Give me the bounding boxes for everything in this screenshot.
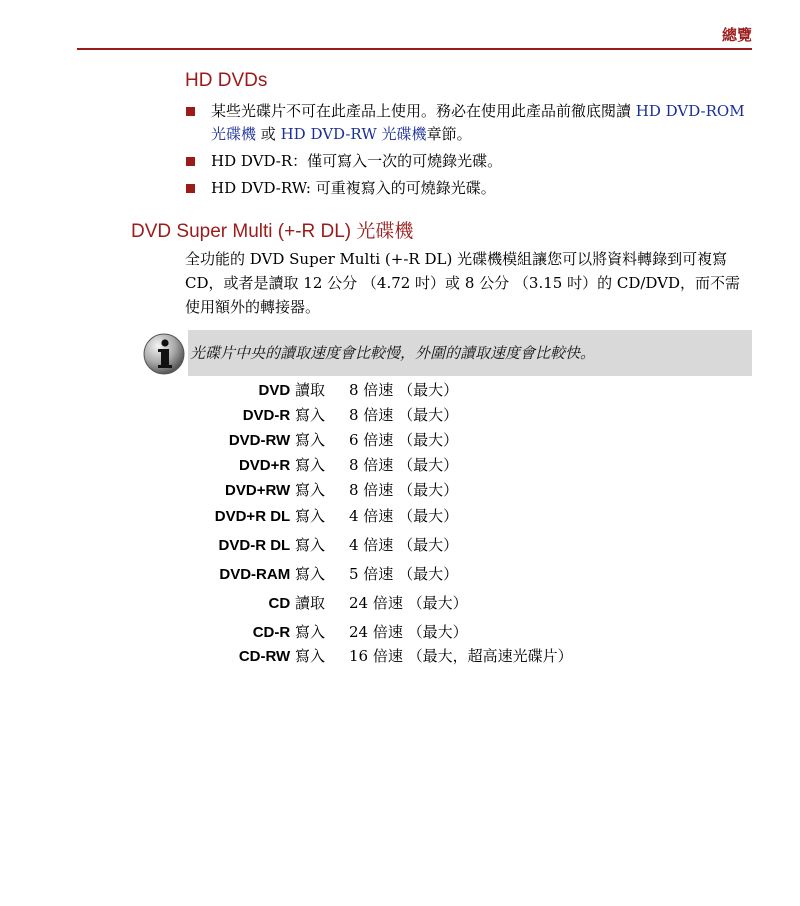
speed-row-label — [243, 404, 325, 425]
drive-speed-value: 8 倍速 （最大） — [349, 481, 459, 499]
drive-mode: 寫入 — [294, 481, 325, 499]
speed-row — [0, 479, 800, 501]
bullet-item-hd-dvd-rw — [185, 177, 745, 200]
speed-row-label — [229, 429, 325, 450]
drive-speed-value: 8 倍速 （最大） — [349, 406, 459, 424]
link-hd-dvd-rw[interactable]: HD DVD-RW 光碟機 — [280, 125, 427, 143]
speed-row — [0, 379, 800, 401]
drive-type: CD-R — [252, 624, 291, 641]
drive-type: DVD — [258, 382, 291, 399]
speed-row — [0, 563, 800, 585]
drive-mode: 寫入 — [294, 431, 325, 449]
note-text: 光碟片中央的讀取速度會比較慢，外圍的讀取速度會比較快。 — [190, 344, 596, 362]
bullet-item-hd-dvd-r — [185, 150, 745, 173]
drive-type: DVD-R DL — [218, 537, 291, 554]
speed-row — [0, 645, 800, 667]
bullet-square-icon — [186, 184, 195, 193]
speed-row — [0, 621, 800, 643]
drive-type: DVD-R — [242, 407, 291, 424]
speed-row — [0, 454, 800, 476]
header-divider — [77, 48, 752, 50]
drive-speed-value: 5 倍速 （最大） — [349, 565, 459, 583]
bullet-text: HD DVD-R：僅可寫入一次的可燒錄光碟。 — [211, 152, 503, 170]
page-header-title: 總覽 — [721, 26, 752, 44]
bullet-text-part: 章節。 — [426, 125, 472, 143]
drive-type: DVD+RW — [225, 482, 291, 499]
drive-speed-value: 4 倍速 （最大） — [349, 507, 459, 525]
speed-row-label — [219, 563, 325, 584]
drive-mode: 寫入 — [294, 456, 325, 474]
section-title-dvd-super-multi: DVD Super Multi (+-R DL) 光碟機 — [131, 221, 414, 242]
drive-mode: 讀取 — [294, 594, 325, 612]
drive-speed-value: 6 倍速 （最大） — [349, 431, 459, 449]
section-title-hd-dvds: HD DVDs — [185, 70, 268, 91]
speed-row — [0, 592, 800, 614]
drive-mode: 寫入 — [294, 647, 325, 665]
drive-type: DVD-RAM — [219, 566, 291, 583]
bullet-square-icon — [186, 107, 195, 116]
drive-mode: 寫入 — [294, 623, 325, 641]
speed-row-label — [225, 479, 325, 500]
drive-speed-value: 8 倍速 （最大） — [349, 381, 459, 399]
drive-type: DVD-RW — [228, 432, 291, 449]
speed-row — [0, 534, 800, 556]
bullet-item-compatibility — [185, 100, 745, 146]
bullet-text: HD DVD-RW: 可重複寫入的可燒錄光碟。 — [211, 179, 496, 197]
bullet-text-part: 某些光碟片不可在此產品上使用。務必在使用此產品前徹底閱讀 — [211, 102, 636, 120]
speed-row-label — [253, 621, 325, 642]
speed-row — [0, 404, 800, 426]
hd-dvd-bullet-list — [185, 100, 745, 204]
bullet-square-icon — [186, 157, 195, 166]
speed-row-label — [259, 379, 325, 400]
speed-row-label — [239, 454, 325, 475]
speed-row-label — [239, 645, 325, 666]
speed-row-label — [215, 505, 325, 526]
drive-type: DVD+R DL — [214, 508, 291, 525]
speed-row-label — [219, 534, 325, 555]
speed-row-label — [269, 592, 325, 613]
drive-speed-value: 16 倍速 （最大，超高速光碟片） — [349, 647, 573, 665]
info-icon — [142, 332, 186, 376]
drive-mode: 寫入 — [294, 565, 325, 583]
link-hd-dvd-rom[interactable]: HD DVD-ROM 光碟機 — [211, 102, 745, 143]
drive-type: CD — [268, 595, 291, 612]
drive-type: DVD+R — [238, 457, 291, 474]
bullet-text-part: 或 — [256, 125, 281, 143]
drive-mode: 讀取 — [294, 381, 325, 399]
drive-mode: 寫入 — [294, 507, 325, 525]
drive-mode: 寫入 — [294, 536, 325, 554]
speed-row — [0, 429, 800, 451]
drive-speed-value: 24 倍速 （最大） — [349, 594, 468, 612]
drive-mode: 寫入 — [294, 406, 325, 424]
speed-row — [0, 505, 800, 527]
drive-speed-value: 8 倍速 （最大） — [349, 456, 459, 474]
drive-speed-value: 24 倍速 （最大） — [349, 623, 468, 641]
dvd-description-paragraph: 全功能的 DVD Super Multi (+-R DL) 光碟機模組讓您可以將資料轉錄到可複寫 CD，或者是讀取 12 公分 （4.72 吋）或 8 公分 （3.15 吋）的 CD/DVD，而不需使用額外的轉接器。 — [185, 250, 741, 316]
drive-speed-value: 4 倍速 （最大） — [349, 536, 459, 554]
drive-type: CD-RW — [238, 648, 291, 665]
